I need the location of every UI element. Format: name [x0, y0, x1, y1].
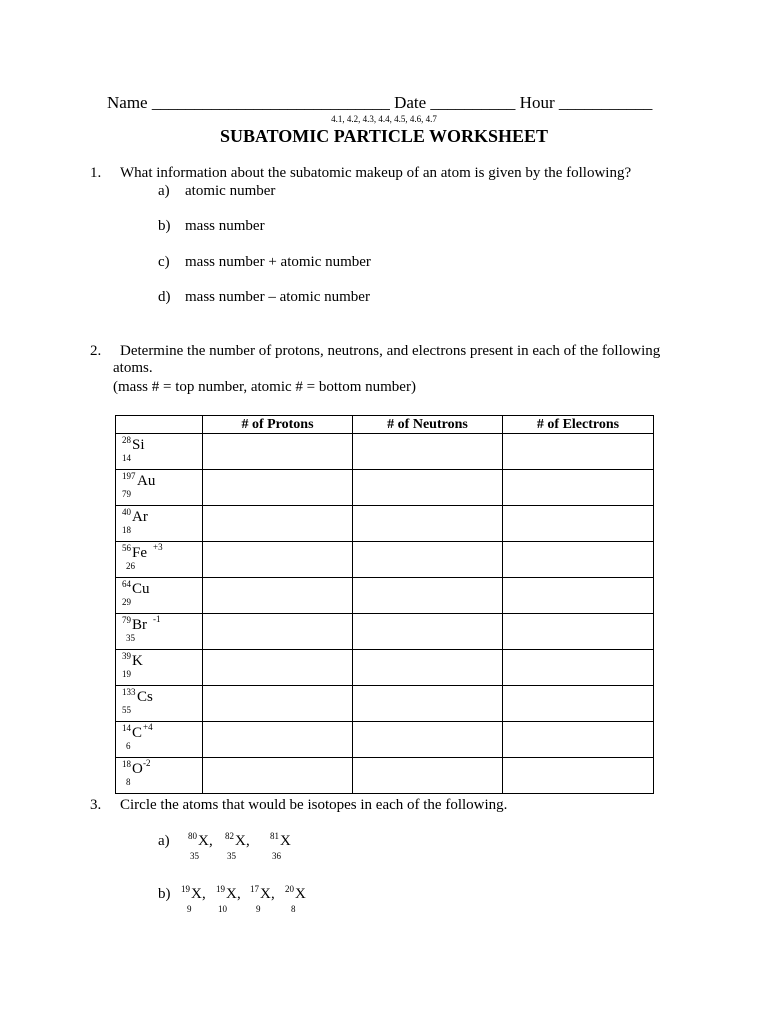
- isotope-notation: [116, 434, 202, 469]
- ion-charge: -1: [153, 614, 161, 624]
- mass-number: 56: [122, 543, 131, 553]
- isotope-cell: [116, 686, 203, 722]
- electrons-answer-cell[interactable]: [503, 758, 654, 794]
- isotope-cell: [116, 650, 203, 686]
- atomic-number: 14: [122, 453, 131, 463]
- neutrons-answer-cell[interactable]: [353, 542, 503, 578]
- mass-number: 19: [181, 884, 190, 894]
- isotope-notation: [116, 650, 202, 685]
- atomic-number: 8: [126, 777, 131, 787]
- header-electrons: # of Electrons: [503, 416, 654, 434]
- element-symbol: X: [198, 833, 209, 849]
- isotope-cell: [116, 578, 203, 614]
- protons-answer-cell[interactable]: [203, 578, 353, 614]
- ion-charge: +3: [153, 542, 163, 552]
- header-neutrons: # of Neutrons: [353, 416, 503, 434]
- q3-b-atoms: [0, 886, 768, 916]
- isotope-notation: [116, 758, 202, 793]
- atomic-number: 36: [272, 851, 281, 861]
- separator-comma: ,: [271, 886, 275, 902]
- q3-text: Circle the atoms that would be isotopes in each of the following.: [120, 797, 508, 813]
- isotope-notation: [116, 506, 202, 541]
- protons-answer-cell[interactable]: [203, 470, 353, 506]
- element-symbol: Fe: [132, 545, 147, 561]
- q1-item-c-letter: c): [158, 254, 170, 270]
- element-symbol: X: [260, 886, 271, 902]
- electrons-answer-cell[interactable]: [503, 722, 654, 758]
- name-date-hour-line: Name ____________________________ Date __________ Hour ___________: [107, 93, 653, 112]
- q1-item-b-text: mass number: [185, 218, 265, 234]
- isotope-cell: [116, 470, 203, 506]
- element-symbol: Au: [137, 473, 156, 489]
- table-row: [116, 650, 654, 686]
- atomic-number: 26: [126, 561, 135, 571]
- mass-number: 14: [122, 723, 131, 733]
- isotope-cell: [116, 434, 203, 470]
- q3-b-letter: b): [158, 886, 171, 902]
- q2-text-line1: Determine the number of protons, neutrons, and electrons present in each of the following: [120, 343, 661, 359]
- separator-comma: ,: [209, 833, 213, 849]
- neutrons-answer-cell[interactable]: [353, 686, 503, 722]
- element-symbol: Cu: [132, 581, 150, 597]
- electrons-answer-cell[interactable]: [503, 542, 654, 578]
- q2-number: 2.: [90, 343, 102, 359]
- protons-answer-cell[interactable]: [203, 758, 353, 794]
- isotope-cell: [116, 614, 203, 650]
- separator-comma: ,: [246, 833, 250, 849]
- isotope-cell: [116, 542, 203, 578]
- element-symbol: Cs: [137, 689, 153, 705]
- atomic-number: 79: [122, 489, 131, 499]
- isotope-notation: [116, 542, 202, 577]
- q1-item-a-text: atomic number: [185, 183, 276, 199]
- mass-number: 82: [225, 831, 234, 841]
- header-blank: [116, 416, 203, 434]
- q1-number: 1.: [90, 165, 102, 181]
- element-symbol: Si: [132, 437, 145, 453]
- electrons-answer-cell[interactable]: [503, 614, 654, 650]
- element-symbol: K: [132, 653, 143, 669]
- table-row: [116, 434, 654, 470]
- protons-answer-cell[interactable]: [203, 650, 353, 686]
- neutrons-answer-cell[interactable]: [353, 758, 503, 794]
- isotope-cell: [116, 722, 203, 758]
- atomic-number: 35: [190, 851, 199, 861]
- protons-answer-cell[interactable]: [203, 614, 353, 650]
- electrons-answer-cell[interactable]: [503, 506, 654, 542]
- isotope-notation: [116, 470, 202, 505]
- atomic-number: 9: [187, 904, 192, 914]
- q2-note: (mass # = top number, atomic # = bottom number): [113, 379, 416, 395]
- element-symbol: X: [191, 886, 202, 902]
- mass-number: 79: [122, 615, 131, 625]
- atomic-number: 18: [122, 525, 131, 535]
- electrons-answer-cell[interactable]: [503, 686, 654, 722]
- q1-item-a-letter: a): [158, 183, 170, 199]
- q3-a-atoms: [0, 833, 768, 863]
- q3-a-letter: a): [158, 833, 170, 849]
- table-row: [116, 614, 654, 650]
- element-symbol: X: [295, 886, 306, 902]
- atomic-number: 19: [122, 669, 131, 679]
- ion-charge: +4: [143, 722, 153, 732]
- mass-number: 133: [122, 687, 136, 697]
- mass-number: 39: [122, 651, 131, 661]
- neutrons-answer-cell[interactable]: [353, 578, 503, 614]
- mass-number: 20: [285, 884, 294, 894]
- separator-comma: ,: [202, 886, 206, 902]
- mass-number: 40: [122, 507, 131, 517]
- neutrons-answer-cell[interactable]: [353, 722, 503, 758]
- electrons-answer-cell[interactable]: [503, 650, 654, 686]
- atomic-number: 35: [126, 633, 135, 643]
- q1-item-b-letter: b): [158, 218, 171, 234]
- table-row: [116, 506, 654, 542]
- mass-number: 18: [122, 759, 131, 769]
- q2-text-line2: atoms.: [113, 360, 153, 376]
- protons-answer-cell[interactable]: [203, 722, 353, 758]
- mass-number: 19: [216, 884, 225, 894]
- atomic-number: 29: [122, 597, 131, 607]
- electrons-answer-cell[interactable]: [503, 434, 654, 470]
- table-row: [116, 578, 654, 614]
- mass-number: 17: [250, 884, 259, 894]
- element-symbol: C: [132, 725, 143, 741]
- q1-item-d-letter: d): [158, 289, 171, 305]
- section-numbers: 4.1, 4.2, 4.3, 4.4, 4.5, 4.6, 4.7: [331, 114, 437, 124]
- atomic-number: 9: [256, 904, 261, 914]
- q1-item-c-text: mass number + atomic number: [185, 254, 371, 270]
- atomic-number: 10: [218, 904, 227, 914]
- element-symbol: X: [235, 833, 246, 849]
- atomic-number: 35: [227, 851, 236, 861]
- neutrons-answer-cell[interactable]: [353, 650, 503, 686]
- electrons-answer-cell[interactable]: [503, 578, 654, 614]
- mass-number: 197: [122, 471, 136, 481]
- table-row: [116, 722, 654, 758]
- isotope-notation: [116, 686, 202, 721]
- element-symbol: Br: [132, 617, 147, 633]
- atomic-number: 55: [122, 705, 131, 715]
- table-row: [116, 758, 654, 794]
- element-symbol: X: [226, 886, 237, 902]
- table-row: [116, 470, 654, 506]
- atomic-number: 8: [291, 904, 296, 914]
- isotope-cell: [116, 506, 203, 542]
- ion-charge: -2: [143, 758, 151, 768]
- mass-number: 64: [122, 579, 131, 589]
- atomic-number: 6: [126, 741, 131, 751]
- protons-answer-cell[interactable]: [203, 542, 353, 578]
- element-symbol: Ar: [132, 509, 148, 525]
- protons-answer-cell[interactable]: [203, 434, 353, 470]
- neutrons-answer-cell[interactable]: [353, 434, 503, 470]
- neutrons-answer-cell[interactable]: [353, 506, 503, 542]
- element-symbol: X: [280, 833, 291, 849]
- electrons-answer-cell[interactable]: [503, 470, 654, 506]
- protons-answer-cell[interactable]: [203, 686, 353, 722]
- particle-table: [115, 415, 654, 794]
- table-row: [116, 542, 654, 578]
- isotope-notation: [116, 722, 202, 757]
- protons-answer-cell[interactable]: [203, 506, 353, 542]
- q3-number: 3.: [90, 797, 102, 813]
- header-protons: # of Protons: [203, 416, 353, 434]
- table-header-row: [116, 416, 654, 434]
- table-row: [116, 686, 654, 722]
- q1-text: What information about the subatomic makeup of an atom is given by the following?: [120, 165, 632, 181]
- separator-comma: ,: [237, 886, 241, 902]
- isotope-notation: [116, 614, 202, 649]
- neutrons-answer-cell[interactable]: [353, 614, 503, 650]
- element-symbol: O: [132, 761, 143, 777]
- mass-number: 80: [188, 831, 197, 841]
- worksheet-title: SUBATOMIC PARTICLE WORKSHEET: [219, 126, 549, 146]
- isotope-cell: [116, 758, 203, 794]
- mass-number: 28: [122, 435, 131, 445]
- neutrons-answer-cell[interactable]: [353, 470, 503, 506]
- isotope-notation: [116, 578, 202, 613]
- mass-number: 81: [270, 831, 279, 841]
- q1-item-d-text: mass number – atomic number: [185, 289, 370, 305]
